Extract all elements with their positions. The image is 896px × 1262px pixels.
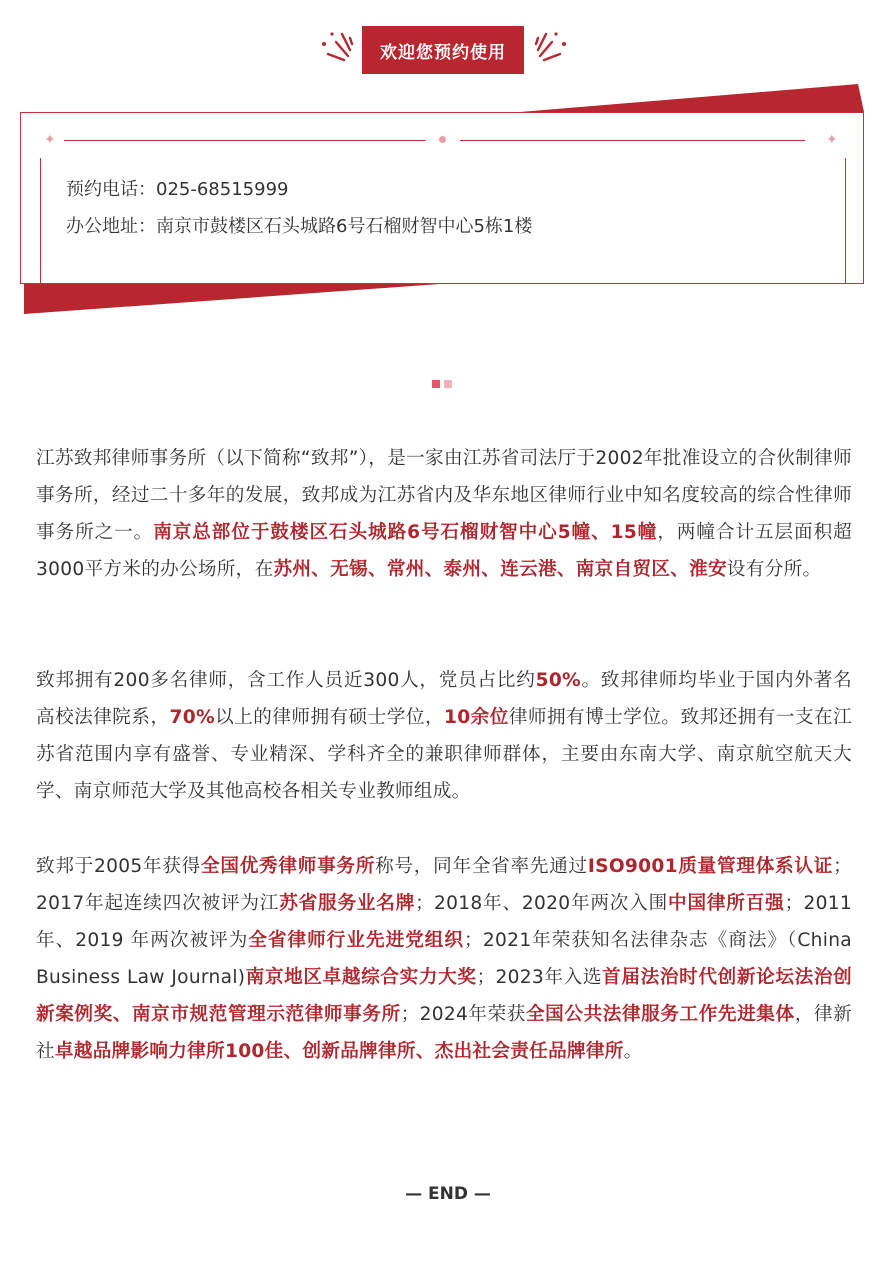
text-run: ；2018年、2020年两次入围 [415,893,669,914]
contact-phone [66,175,288,201]
text-run: 致邦于2005年获得 [36,856,202,877]
phone-number[interactable]: 025-68515999 [156,179,289,200]
highlight-text: 苏省服务业名牌 [279,893,416,914]
welcome-badge-label: 欢迎您预约使用 [380,42,506,63]
highlight-text: 南京总部位于鼓楼区石头城路6号石榴财智中心5幢、15幢 [153,522,658,543]
text-run: 。 [623,1041,643,1062]
card-inner-border-left [40,158,41,284]
text-run: ；2017年起连续四次被评为江 [36,856,852,914]
text-run: 以上的律师拥有硕士学位， [214,707,445,728]
sparkle-icon-right: ✦ [826,132,838,148]
highlight-text: 卓越品牌影响力律所100佳、创新品牌律所、杰出社会责任品牌律所 [54,1041,624,1062]
contact-address [66,212,532,238]
highlight-text: ISO9001质量管理体系认证 [587,856,834,877]
address-label: 办公地址： [66,216,156,237]
card-center-dot [439,136,446,143]
highlight-text: 全国公共法律服务工作先进集体 [525,1004,795,1025]
highlight-text: 中国律所百强 [668,893,785,914]
awards-paragraph [36,848,852,1070]
divider-dot-left [432,380,440,388]
divider-dot-right [444,380,452,388]
text-run: 律师拥有博士学位。致邦还拥有一支在江苏省范围内享有盛誉、专业精深、学科齐全的兼职律师群体，主要由东南大学、南京航空航天大学、南京师范大学及其他高校各相关专业教师组成。 [36,707,852,802]
team-paragraph [36,662,852,810]
text-run: 。致邦律师均毕业于国内外著名高校法律院系， [36,670,852,728]
highlight-text: 首届法治时代创新论坛法治创新案例奖、南京市规范管理示范律师事务所 [36,967,852,1025]
phone-label: 预约电话： [66,179,156,200]
text-run: 江苏致邦律师事务所（以下简称“致邦”），是一家由江苏省司法厅于2002年批准设立的合伙制律师事务所，经过二十多年的发展，致邦成为江苏省内及华东地区律师行业中知名度较高的综合性律师事务所之一。 [36,448,852,543]
text-run: 称号，同年全省率先通过 [375,856,588,877]
card-inner-border-right [845,158,846,284]
text-run: ，律新社 [36,1004,852,1062]
text-run: ；2023年入选 [476,967,603,988]
highlight-text: 70% [169,707,215,728]
intro-paragraph [36,440,852,588]
highlight-text: 苏州、无锡、常州、泰州、连云港、南京自贸区、淮安 [273,559,727,580]
highlight-text: 全省律师行业先进党组织 [248,930,465,951]
end-marker: — END — [405,1184,491,1204]
card-top-rule-right [460,140,805,141]
card-top-rule-left [64,140,426,141]
text-run: ；2011年、2019 年两次被评为 [36,893,852,951]
text-run: 致邦拥有200多名律师，含工作人员近300人，党员占比约 [36,670,536,691]
text-run: 设有分所。 [726,559,822,580]
highlight-text: 南京地区卓越综合实力大奖 [245,967,477,988]
highlight-text: 10余位 [444,707,509,728]
text-run: ，两幢合计五层面积超3000平方米的办公场所，在 [36,522,852,580]
highlight-text: 50% [535,670,581,691]
sparkle-icon-left: ✦ [44,132,56,148]
highlight-text: 全国优秀律师事务所 [201,856,376,877]
address-value: 南京市鼓楼区石头城路6号石榴财智中心5栋1楼 [156,216,533,237]
text-run: ；2024年荣获 [400,1004,526,1025]
text-run: ；2021年荣获知名法律杂志《商法》（China Business Law Journal) [36,930,852,988]
